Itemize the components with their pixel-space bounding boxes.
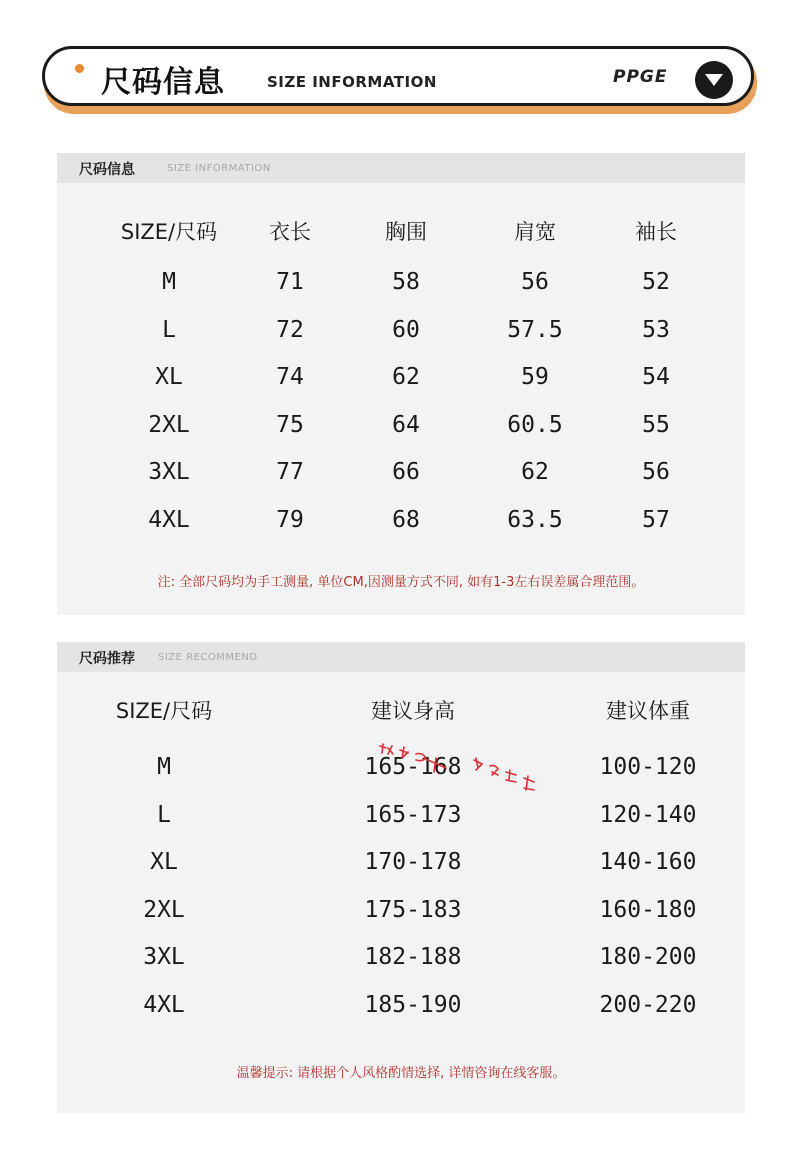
- size-recommend-size-label: M: [157, 754, 171, 780]
- size-info-note: 注: 全部尺码均为手工测量, 单位CM,因测量方式不同, 如有1-3左右误差属合理范围。: [157, 575, 645, 590]
- size-recommend-table-cell: 180-200: [599, 944, 697, 970]
- size-info-table-cell: 68: [392, 506, 420, 533]
- size-recommend-note: 温馨提示: 请根据个人风格酌情选择, 详情咨询在线客服。: [236, 1066, 566, 1081]
- size-info-column-header: 衣长: [269, 220, 311, 244]
- size-info-table-cell: 60.5: [507, 411, 563, 438]
- size-recommend-table-cell: 185-190: [364, 991, 462, 1018]
- size-info-column-header: 袖长: [635, 220, 677, 244]
- size-info-size-label: 3XL: [148, 459, 190, 485]
- size-info-table-cell: 66: [392, 459, 420, 485]
- size-recommend-size-label: 3XL: [143, 944, 185, 970]
- size-info-table-cell: 71: [276, 269, 304, 295]
- size-info-size-label: M: [162, 269, 176, 295]
- size-recommend-size-label: L: [157, 801, 171, 828]
- size-info-table-cell: 62: [521, 459, 549, 485]
- size-info-size-label: 2XL: [148, 411, 190, 438]
- size-recommend-column-header: SIZE/尺码: [115, 699, 213, 723]
- size-recommend-table-cell: 165-168: [364, 754, 462, 780]
- size-info-table-cell: 79: [276, 506, 304, 533]
- size-info-panel: [57, 153, 745, 615]
- size-recommend-table-cell: 175-183: [364, 896, 462, 923]
- size-info-header: [57, 153, 745, 183]
- chevron-down-icon: [705, 74, 723, 86]
- size-recommend-table-cell: 140-160: [599, 849, 697, 875]
- size-info-table-cell: 77: [276, 459, 304, 485]
- size-info-title: 尺码信息: [79, 162, 135, 178]
- size-recommend-header: [57, 642, 745, 672]
- size-info-title-en: SIZE INFORMATION: [167, 163, 271, 174]
- size-info-table-cell: 57.5: [507, 316, 563, 343]
- size-info-size-label: 4XL: [148, 506, 190, 533]
- size-info-table-cell: 74: [276, 364, 304, 390]
- size-recommend-table-cell: 182-188: [364, 944, 462, 970]
- size-info-table-cell: 52: [642, 269, 670, 295]
- size-info-column-header: 胸围: [385, 220, 427, 244]
- size-info-table-cell: 59: [521, 364, 549, 390]
- size-info-table-cell: 62: [392, 364, 420, 390]
- size-info-size-label: XL: [155, 364, 183, 390]
- size-info-size-label: L: [162, 316, 176, 343]
- size-info-table-cell: 57: [642, 506, 670, 533]
- size-info-table-cell: 60: [392, 316, 420, 343]
- size-recommend-panel: [57, 642, 745, 1113]
- size-recommend-table-cell: 200-220: [599, 991, 697, 1018]
- size-recommend-size-label: 2XL: [143, 896, 185, 923]
- size-recommend-table-cell: 120-140: [599, 801, 697, 828]
- size-recommend-table-cell: 160-180: [599, 896, 697, 923]
- expand-button[interactable]: [695, 61, 733, 99]
- size-info-table-cell: 64: [392, 411, 420, 438]
- size-info-table-cell: 56: [521, 269, 549, 295]
- banner-subtitle: SIZE INFORMATION: [267, 73, 437, 91]
- banner-title: 尺码信息: [101, 65, 225, 100]
- size-info-table-cell: 53: [642, 316, 670, 343]
- size-info-table-cell: 54: [642, 364, 670, 390]
- size-recommend-table-cell: 165-173: [364, 801, 462, 828]
- brand-logo: PPGE: [613, 67, 668, 87]
- size-info-column-header: 肩宽: [514, 220, 556, 244]
- size-recommend-table-cell: 100-120: [599, 754, 697, 780]
- size-info-table-cell: 55: [642, 411, 670, 438]
- size-recommend-title: 尺码推荐: [79, 651, 135, 667]
- size-info-table-cell: 72: [276, 316, 304, 343]
- size-info-table-cell: 58: [392, 269, 420, 295]
- size-recommend-column-header: 建议体重: [606, 699, 690, 723]
- size-info-table-cell: 75: [276, 411, 304, 438]
- size-info-table-cell: 56: [642, 459, 670, 485]
- header-banner: [42, 46, 754, 106]
- size-recommend-size-label: XL: [150, 849, 178, 875]
- size-recommend-column-header: 建议身高: [371, 699, 455, 723]
- size-recommend-size-label: 4XL: [143, 991, 185, 1018]
- size-recommend-table-cell: 170-178: [364, 849, 462, 875]
- size-info-table-cell: 63.5: [507, 506, 563, 533]
- bullet-dot-icon: [75, 64, 84, 73]
- size-recommend-title-en: SIZE RECOMMEND: [158, 652, 258, 663]
- size-info-column-header: SIZE/尺码: [120, 220, 218, 244]
